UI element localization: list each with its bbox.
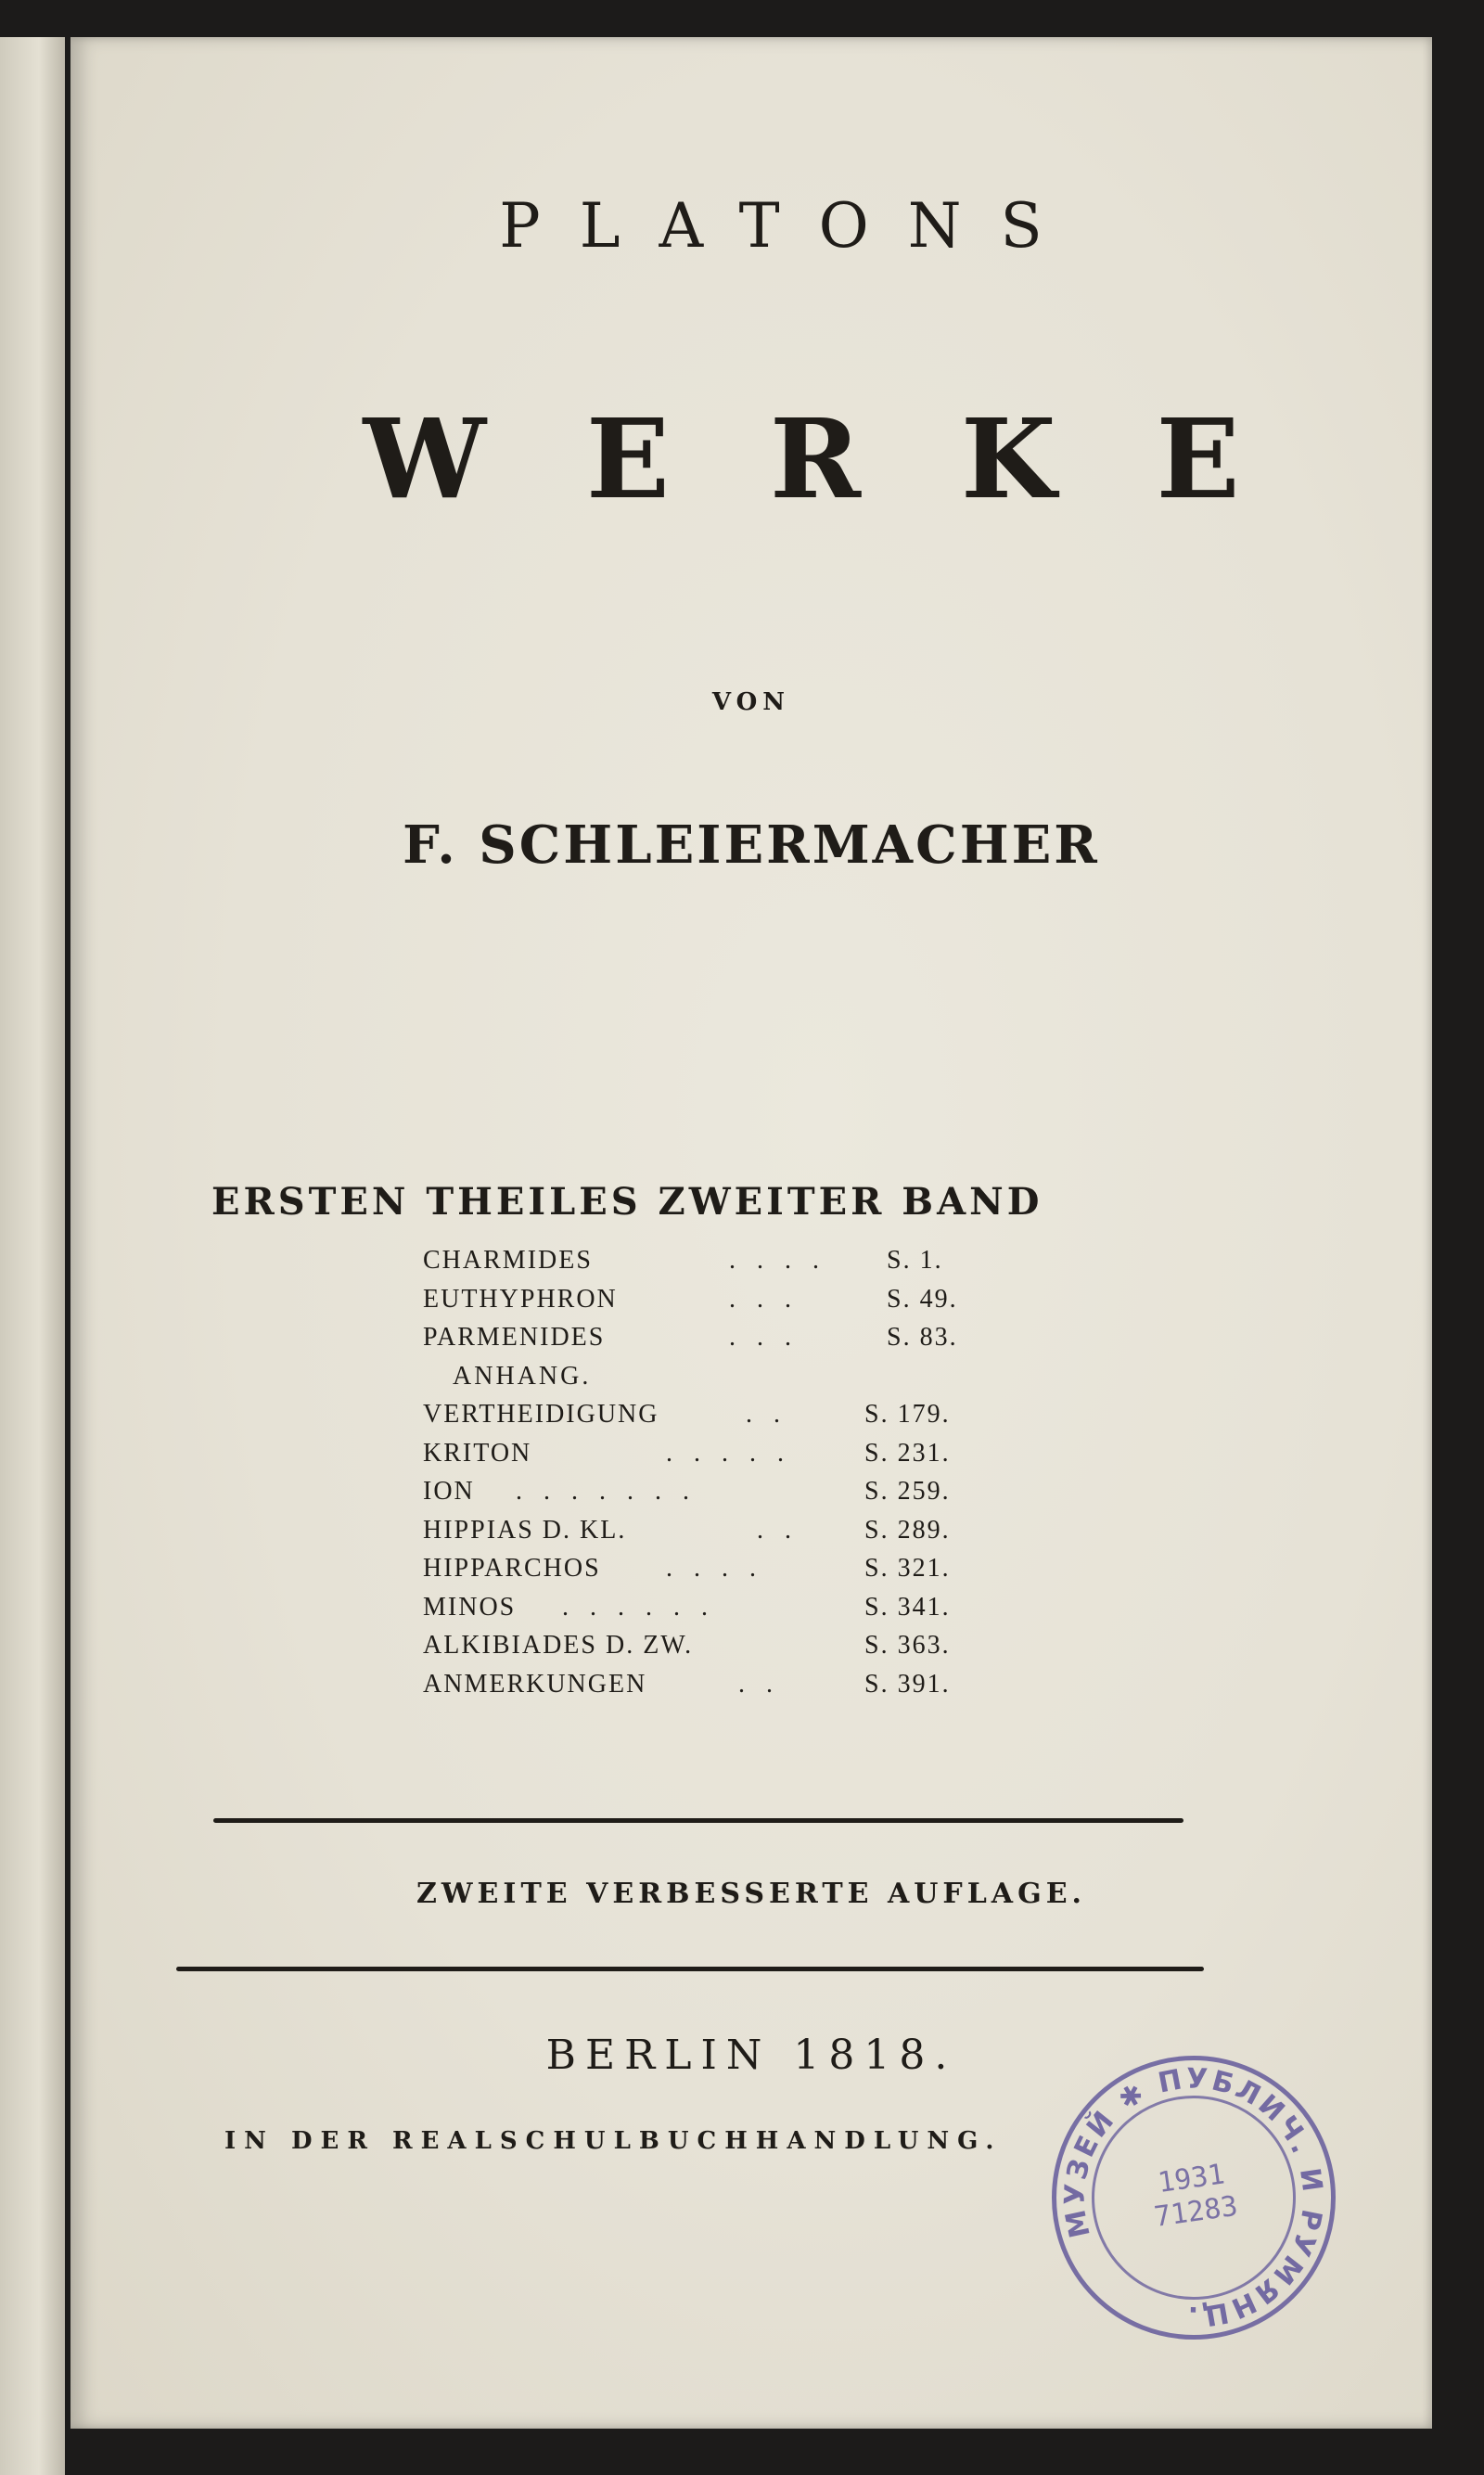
toc-leader: . . . . . . bbox=[562, 1592, 715, 1622]
stamp-ring-label: МУЗЕЙ ✱ ПУБЛИЧ. И РУМЯНЦ. bbox=[1058, 2062, 1329, 2333]
divider-rule bbox=[176, 1967, 1204, 1971]
left-page-edge bbox=[0, 37, 65, 2475]
toc-page: S. 83. bbox=[887, 1323, 958, 1352]
toc-page: S. 321. bbox=[864, 1554, 951, 1583]
toc-entry bbox=[423, 1554, 1017, 1593]
toc-section-label: ANHANG. bbox=[453, 1361, 592, 1391]
toc-entry bbox=[423, 1285, 1017, 1324]
toc-title: ALKIBIADES D. ZW. bbox=[423, 1631, 694, 1660]
toc-title: VERTHEIDIGUNG bbox=[423, 1400, 659, 1429]
toc-title: HIPPARCHOS bbox=[423, 1554, 601, 1583]
toc-page: S. 49. bbox=[887, 1284, 958, 1314]
table-of-contents bbox=[423, 1246, 1017, 1708]
stamp-center-line: 71283 bbox=[1152, 2189, 1240, 2234]
by-line: VON bbox=[711, 688, 791, 716]
toc-leader: . . bbox=[746, 1400, 787, 1429]
toc-leader: . . . bbox=[729, 1284, 799, 1314]
toc-entry bbox=[423, 1246, 1017, 1285]
toc-leader: . . . . bbox=[666, 1554, 763, 1583]
toc-page: S. 231. bbox=[864, 1438, 951, 1468]
toc-page: S. 391. bbox=[864, 1669, 951, 1699]
toc-leader: . . . bbox=[729, 1323, 799, 1352]
toc-page: S. 363. bbox=[864, 1631, 951, 1660]
toc-title: PARMENIDES bbox=[423, 1323, 606, 1352]
title-main: WERKE bbox=[363, 394, 1340, 523]
author: F. SCHLEIERMACHER bbox=[403, 814, 1100, 876]
toc-page: S. 179. bbox=[864, 1400, 951, 1429]
stamp-center-line: 1931 bbox=[1156, 2158, 1227, 2200]
toc-title: EUTHYPHRON bbox=[423, 1284, 618, 1314]
toc-leader: . . . . . bbox=[666, 1438, 791, 1468]
toc-page: S. 341. bbox=[864, 1592, 951, 1622]
imprint-publisher: IN DER REALSCHULBUCHHANDLUNG. bbox=[224, 2127, 1003, 2155]
title-page bbox=[70, 37, 1432, 2429]
edition-note: ZWEITE VERBESSERTE AUFLAGE. bbox=[416, 1878, 1087, 1910]
toc-leader: . . bbox=[757, 1515, 799, 1545]
volume-subtitle: ERSTEN THEILES ZWEITER BAND bbox=[211, 1180, 1043, 1224]
toc-section-heading bbox=[423, 1362, 1017, 1401]
toc-title: ION bbox=[423, 1477, 475, 1506]
toc-leader: . . . . . . . bbox=[516, 1477, 697, 1506]
toc-entry bbox=[423, 1516, 1017, 1555]
toc-entry bbox=[423, 1439, 1017, 1478]
toc-title: HIPPIAS D. KL. bbox=[423, 1515, 627, 1545]
toc-title: ANMERKUNGEN bbox=[423, 1669, 647, 1699]
title-top: PLATONS bbox=[499, 190, 1081, 262]
toc-entry bbox=[423, 1593, 1017, 1632]
toc-title: CHARMIDES bbox=[423, 1246, 593, 1275]
toc-leader: . . . . bbox=[729, 1246, 826, 1275]
divider-rule bbox=[213, 1818, 1183, 1823]
library-stamp bbox=[1052, 2056, 1336, 2340]
toc-title: MINOS bbox=[423, 1592, 517, 1622]
toc-leader: . . bbox=[738, 1669, 780, 1699]
toc-page: S. 289. bbox=[864, 1515, 951, 1545]
toc-entry bbox=[423, 1400, 1017, 1439]
toc-page: S. 259. bbox=[864, 1477, 951, 1506]
imprint-place-year: BERLIN 1818. bbox=[545, 2032, 957, 2079]
toc-title: KRITON bbox=[423, 1438, 532, 1468]
toc-entry bbox=[423, 1477, 1017, 1516]
toc-page: S. 1. bbox=[887, 1246, 943, 1275]
toc-entry bbox=[423, 1631, 1017, 1670]
toc-entry bbox=[423, 1323, 1017, 1362]
toc-entry bbox=[423, 1670, 1017, 1709]
